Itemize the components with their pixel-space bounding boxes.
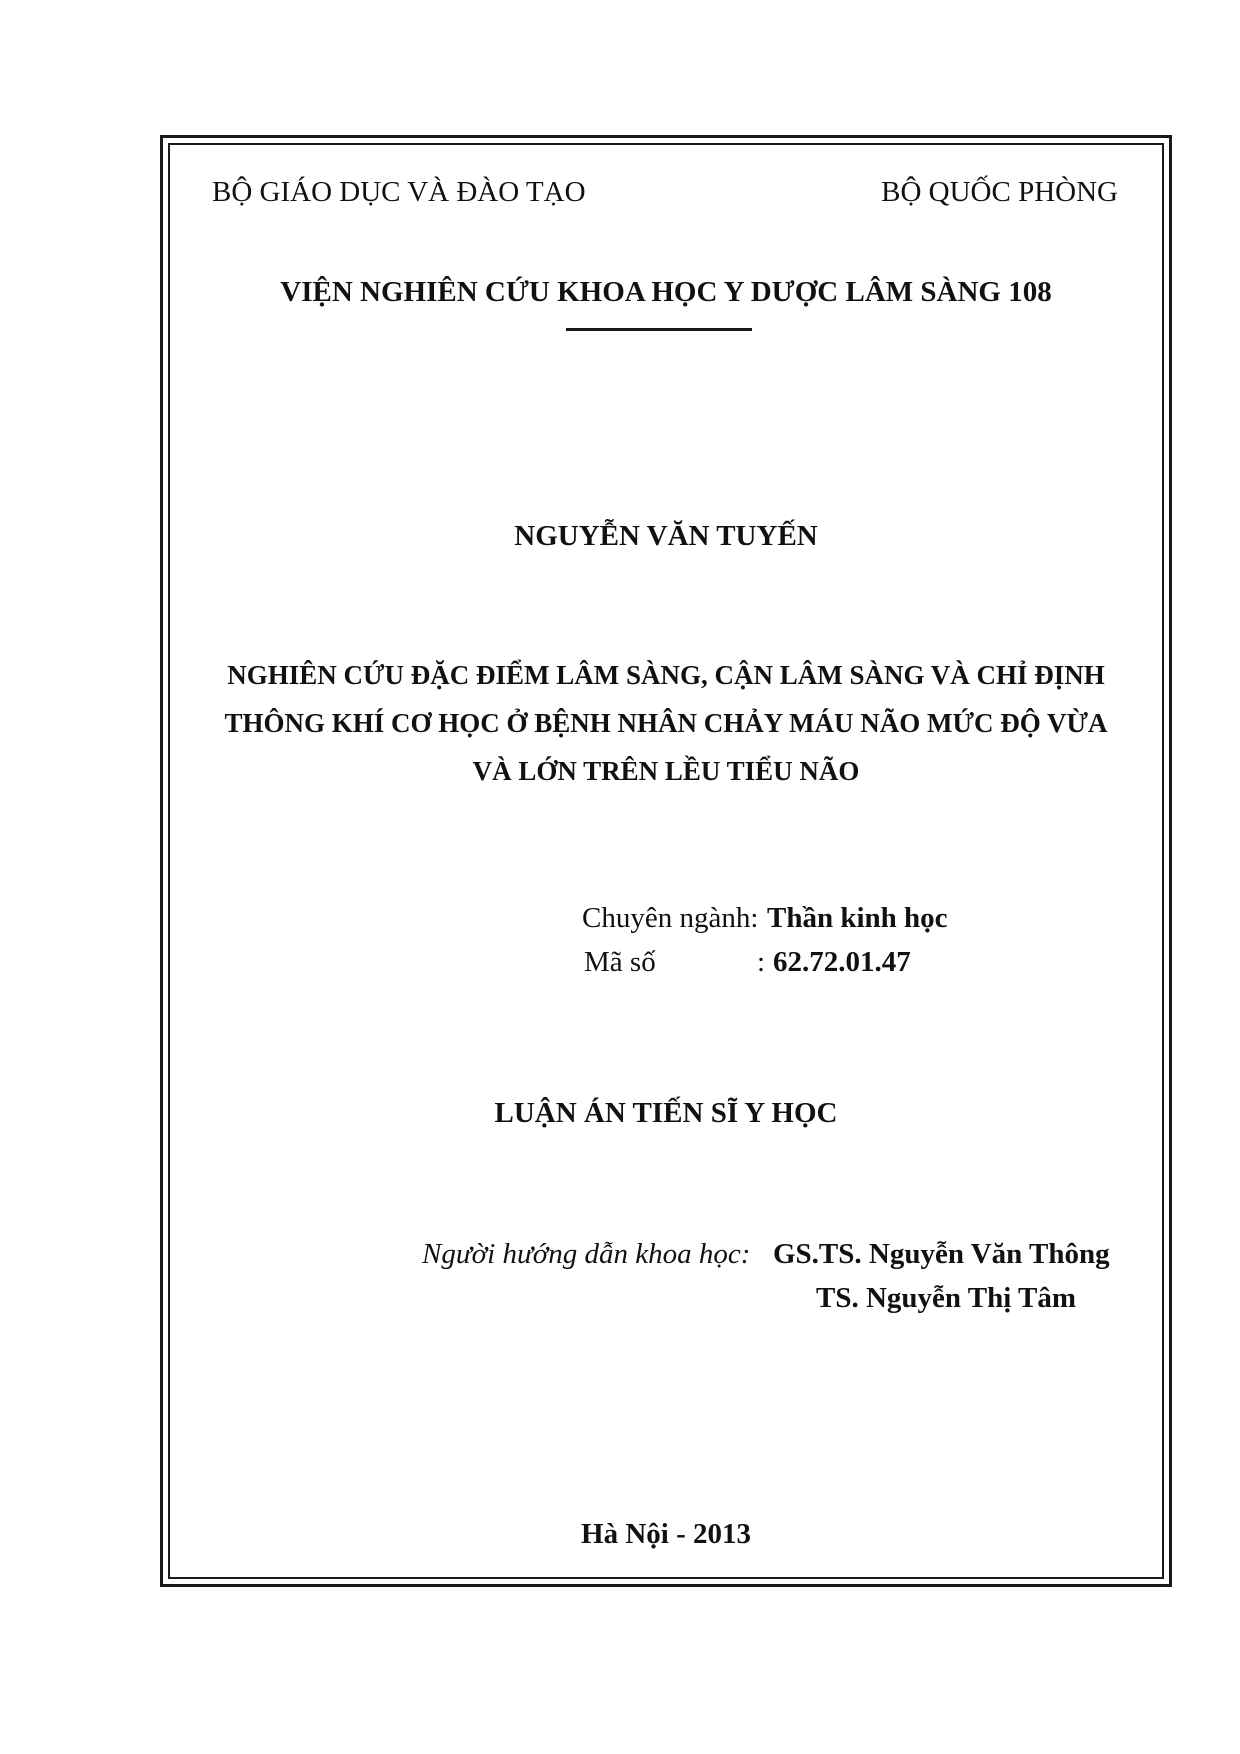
degree-title: LUẬN ÁN TIẾN SĨ Y HỌC xyxy=(494,1097,838,1129)
specialty-label: Chuyên ngành: xyxy=(582,902,759,934)
institute-name: VIỆN NGHIÊN CỨU KHOA HỌC Y DƯỢC LÂM SÀNG 108 xyxy=(280,276,1052,308)
author-name: NGUYỄN VĂN TUYẾN xyxy=(514,520,818,552)
header-divider xyxy=(566,328,752,331)
code-label: Mã số xyxy=(584,946,656,978)
place-year: Hà Nội - 2013 xyxy=(581,1518,751,1550)
thesis-title-line-2: THÔNG KHÍ CƠ HỌC Ở BỆNH NHÂN CHẢY MÁU NÃO MỨC ĐỘ VỪA xyxy=(224,708,1108,738)
specialty-value: Thần kinh học xyxy=(767,902,948,934)
code-value: 62.72.01.47 xyxy=(773,946,911,978)
supervisor-1: GS.TS. Nguyễn Văn Thông xyxy=(773,1238,1110,1270)
code-separator: : xyxy=(757,946,766,978)
thesis-title-line-1: NGHIÊN CỨU ĐẶC ĐIỂM LÂM SÀNG, CẬN LÂM SÀNG VÀ CHỈ ĐỊNH xyxy=(227,660,1105,690)
right-ministry: BỘ QUỐC PHÒNG xyxy=(881,176,1118,208)
left-ministry: BỘ GIÁO DỤC VÀ ĐÀO TẠO xyxy=(212,176,586,208)
page-border-inner xyxy=(168,143,1164,1579)
supervisor-2: TS. Nguyễn Thị Tâm xyxy=(816,1282,1077,1314)
supervisor-label: Người hướng dẫn khoa học: xyxy=(422,1238,751,1270)
thesis-title-line-3: VÀ LỚN TRÊN LỀU TIỂU NÃO xyxy=(472,756,860,786)
